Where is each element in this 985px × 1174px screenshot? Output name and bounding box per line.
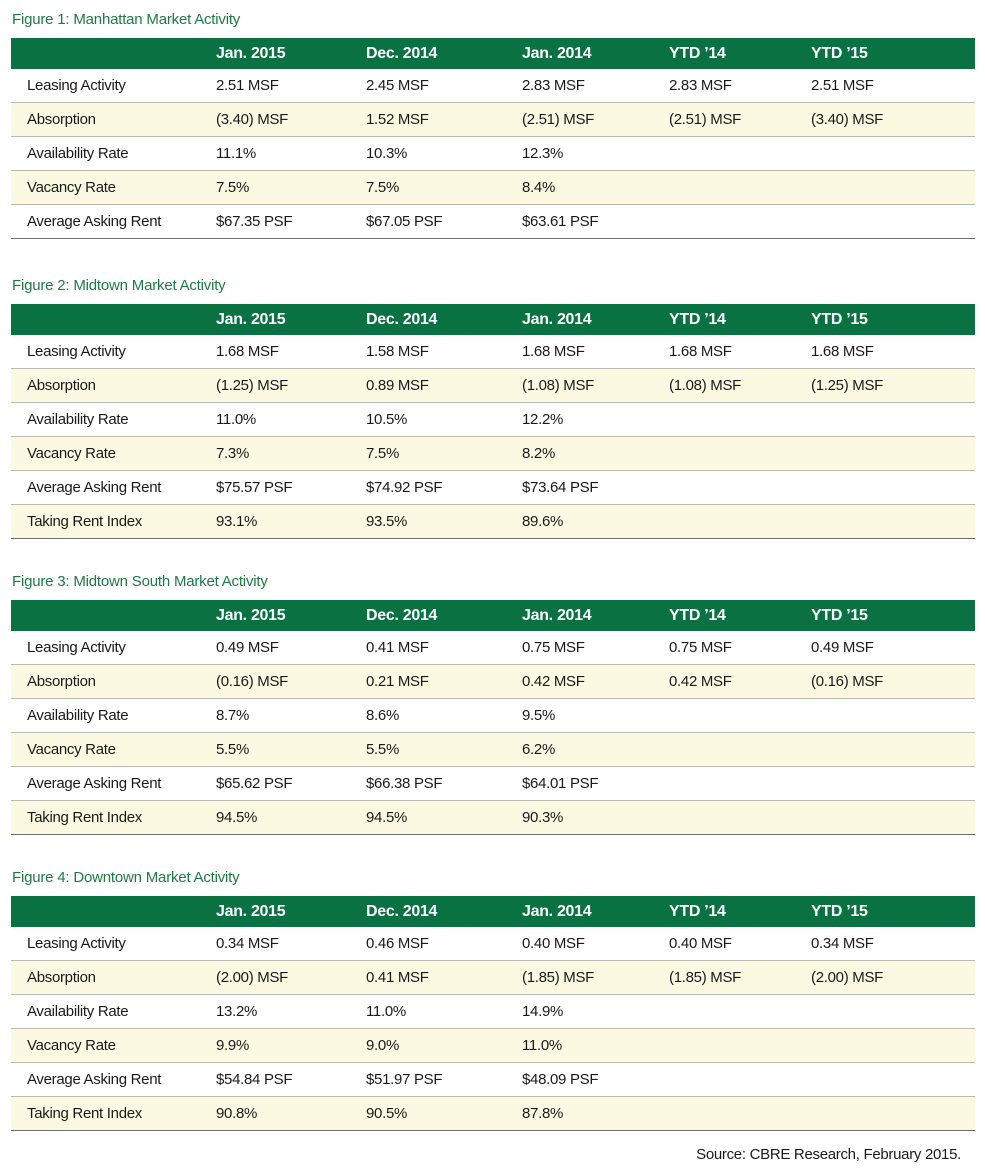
table-cell xyxy=(811,205,975,239)
table-cell: 13.2% xyxy=(216,995,366,1029)
table-row xyxy=(11,665,975,699)
row-label: Taking Rent Index xyxy=(11,801,216,835)
table-cell: 0.21 MSF xyxy=(366,665,522,699)
table-cell: 14.9% xyxy=(522,995,669,1029)
table-cell: (3.40) MSF xyxy=(811,103,975,137)
table-cell: $67.35 PSF xyxy=(216,205,366,239)
table-cell: 0.41 MSF xyxy=(366,631,522,665)
table-row xyxy=(11,171,975,205)
table-row xyxy=(11,767,975,801)
table-cell: 9.9% xyxy=(216,1029,366,1063)
table-cell xyxy=(669,767,811,801)
table-cell xyxy=(811,171,975,205)
column-header: Jan. 2015 xyxy=(216,896,366,927)
table-cell xyxy=(811,471,975,505)
column-header: Jan. 2014 xyxy=(522,304,669,335)
row-label: Average Asking Rent xyxy=(11,471,216,505)
table-cell: 5.5% xyxy=(366,733,522,767)
row-label: Average Asking Rent xyxy=(11,767,216,801)
table-cell: 2.83 MSF xyxy=(522,69,669,103)
table-cell: 12.2% xyxy=(522,403,669,437)
table-cell: 1.58 MSF xyxy=(366,335,522,369)
table-cell xyxy=(669,471,811,505)
column-header: YTD ’14 xyxy=(669,38,811,69)
table-cell: $54.84 PSF xyxy=(216,1063,366,1097)
column-header: YTD ’14 xyxy=(669,304,811,335)
table-cell xyxy=(811,733,975,767)
table-cell xyxy=(669,1097,811,1131)
table-row xyxy=(11,801,975,835)
table-cell: 8.7% xyxy=(216,699,366,733)
table-cell xyxy=(811,137,975,171)
table-cell: (3.40) MSF xyxy=(216,103,366,137)
table-row xyxy=(11,1029,975,1063)
table-cell: 1.68 MSF xyxy=(811,335,975,369)
column-header: Jan. 2015 xyxy=(216,304,366,335)
table-row xyxy=(11,995,975,1029)
table-row xyxy=(11,733,975,767)
row-label: Vacancy Rate xyxy=(11,171,216,205)
table-cell xyxy=(669,699,811,733)
table-row xyxy=(11,437,975,471)
table-cell: 7.3% xyxy=(216,437,366,471)
table-cell: 2.83 MSF xyxy=(669,69,811,103)
table-cell: (1.85) MSF xyxy=(669,961,811,995)
table-cell: 8.6% xyxy=(366,699,522,733)
table-cell xyxy=(811,403,975,437)
table-cell: 0.49 MSF xyxy=(811,631,975,665)
column-header: Jan. 2014 xyxy=(522,600,669,631)
column-header xyxy=(11,304,216,335)
table-cell: (2.51) MSF xyxy=(669,103,811,137)
table-cell: 8.4% xyxy=(522,171,669,205)
column-header: YTD ’15 xyxy=(811,896,975,927)
table-cell xyxy=(669,1029,811,1063)
table-row xyxy=(11,1097,975,1131)
figure-title: Figure 1: Manhattan Market Activity xyxy=(12,11,241,28)
table-cell xyxy=(811,437,975,471)
table-cell: (1.85) MSF xyxy=(522,961,669,995)
table-row xyxy=(11,471,975,505)
table-cell: 94.5% xyxy=(366,801,522,835)
table-cell: 89.6% xyxy=(522,505,669,539)
table-cell: 6.2% xyxy=(522,733,669,767)
table-cell: 90.5% xyxy=(366,1097,522,1131)
table-cell xyxy=(669,801,811,835)
row-label: Leasing Activity xyxy=(11,631,216,665)
table-row xyxy=(11,369,975,403)
row-label: Vacancy Rate xyxy=(11,733,216,767)
table-cell: 2.45 MSF xyxy=(366,69,522,103)
table-cell: 12.3% xyxy=(522,137,669,171)
table-cell: 11.0% xyxy=(522,1029,669,1063)
table-cell: 90.3% xyxy=(522,801,669,835)
table-row xyxy=(11,961,975,995)
table-cell: 1.68 MSF xyxy=(522,335,669,369)
figure-midtown-south xyxy=(11,572,975,835)
table-cell: 93.5% xyxy=(366,505,522,539)
table-row xyxy=(11,137,975,171)
table-row xyxy=(11,335,975,369)
figure-midtown xyxy=(11,276,975,539)
table-cell xyxy=(669,171,811,205)
column-header: YTD ’14 xyxy=(669,600,811,631)
table-cell: 10.3% xyxy=(366,137,522,171)
table-cell: 0.40 MSF xyxy=(522,927,669,961)
table-cell xyxy=(669,205,811,239)
table-cell: 0.34 MSF xyxy=(811,927,975,961)
table-cell: 0.75 MSF xyxy=(669,631,811,665)
table-cell: (1.25) MSF xyxy=(811,369,975,403)
row-label: Vacancy Rate xyxy=(11,437,216,471)
row-label: Leasing Activity xyxy=(11,335,216,369)
row-label: Taking Rent Index xyxy=(11,505,216,539)
table-cell: 1.52 MSF xyxy=(366,103,522,137)
figure-title: Figure 2: Midtown Market Activity xyxy=(12,277,226,294)
table-row xyxy=(11,699,975,733)
column-header: YTD ’15 xyxy=(811,600,975,631)
table-cell: 1.68 MSF xyxy=(216,335,366,369)
row-label: Availability Rate xyxy=(11,995,216,1029)
table-cell: 0.40 MSF xyxy=(669,927,811,961)
table-cell xyxy=(669,1063,811,1097)
table-cell: 0.42 MSF xyxy=(522,665,669,699)
table-row xyxy=(11,103,975,137)
table-cell: (1.25) MSF xyxy=(216,369,366,403)
table-cell: 94.5% xyxy=(216,801,366,835)
column-header: Jan. 2014 xyxy=(522,896,669,927)
table-cell: $63.61 PSF xyxy=(522,205,669,239)
table-cell: $67.05 PSF xyxy=(366,205,522,239)
table-cell: (1.08) MSF xyxy=(669,369,811,403)
table-row xyxy=(11,205,975,239)
table-header-row xyxy=(11,896,975,927)
table-cell xyxy=(811,801,975,835)
row-label: Taking Rent Index xyxy=(11,1097,216,1131)
table-row xyxy=(11,69,975,103)
table-cell xyxy=(811,767,975,801)
table-cell: 11.0% xyxy=(216,403,366,437)
table-cell: $74.92 PSF xyxy=(366,471,522,505)
table-cell xyxy=(669,403,811,437)
table-cell: 10.5% xyxy=(366,403,522,437)
source-note: Source: CBRE Research, February 2015. xyxy=(696,1146,961,1163)
table-cell: $65.62 PSF xyxy=(216,767,366,801)
market-activity-table xyxy=(11,600,975,835)
column-header: Jan. 2014 xyxy=(522,38,669,69)
table-cell: 0.41 MSF xyxy=(366,961,522,995)
column-header: Jan. 2015 xyxy=(216,38,366,69)
table-header-row xyxy=(11,38,975,69)
table-cell: 8.2% xyxy=(522,437,669,471)
table-cell: (2.00) MSF xyxy=(216,961,366,995)
table-cell xyxy=(669,437,811,471)
column-header: YTD ’14 xyxy=(669,896,811,927)
column-header xyxy=(11,600,216,631)
table-cell: 0.46 MSF xyxy=(366,927,522,961)
table-cell: 9.5% xyxy=(522,699,669,733)
column-header xyxy=(11,896,216,927)
row-label: Availability Rate xyxy=(11,403,216,437)
table-cell: (0.16) MSF xyxy=(216,665,366,699)
row-label: Absorption xyxy=(11,665,216,699)
market-activity-table xyxy=(11,896,975,1131)
table-cell: $75.57 PSF xyxy=(216,471,366,505)
row-label: Absorption xyxy=(11,961,216,995)
table-row xyxy=(11,505,975,539)
figure-downtown xyxy=(11,868,975,1131)
row-label: Average Asking Rent xyxy=(11,1063,216,1097)
table-cell: 5.5% xyxy=(216,733,366,767)
table-cell xyxy=(669,137,811,171)
table-cell: (2.51) MSF xyxy=(522,103,669,137)
row-label: Vacancy Rate xyxy=(11,1029,216,1063)
row-label: Availability Rate xyxy=(11,699,216,733)
row-label: Absorption xyxy=(11,103,216,137)
table-cell xyxy=(669,505,811,539)
table-cell xyxy=(811,1097,975,1131)
figure-manhattan xyxy=(11,10,975,239)
column-header: Dec. 2014 xyxy=(366,304,522,335)
table-cell: 87.8% xyxy=(522,1097,669,1131)
table-cell xyxy=(811,995,975,1029)
table-cell: 0.42 MSF xyxy=(669,665,811,699)
table-cell xyxy=(669,995,811,1029)
column-header: Dec. 2014 xyxy=(366,600,522,631)
table-cell: 0.34 MSF xyxy=(216,927,366,961)
column-header: YTD ’15 xyxy=(811,304,975,335)
table-cell: (2.00) MSF xyxy=(811,961,975,995)
row-label: Absorption xyxy=(11,369,216,403)
table-cell: 2.51 MSF xyxy=(216,69,366,103)
row-label: Availability Rate xyxy=(11,137,216,171)
table-row xyxy=(11,403,975,437)
table-cell: $51.97 PSF xyxy=(366,1063,522,1097)
table-cell: 7.5% xyxy=(216,171,366,205)
table-cell xyxy=(811,699,975,733)
table-cell: 0.89 MSF xyxy=(366,369,522,403)
column-header: YTD ’15 xyxy=(811,38,975,69)
table-header-row xyxy=(11,304,975,335)
table-cell: 11.0% xyxy=(366,995,522,1029)
table-cell: (1.08) MSF xyxy=(522,369,669,403)
table-cell: 2.51 MSF xyxy=(811,69,975,103)
column-header: Dec. 2014 xyxy=(366,896,522,927)
market-activity-table xyxy=(11,38,975,239)
row-label: Leasing Activity xyxy=(11,927,216,961)
table-cell: 0.75 MSF xyxy=(522,631,669,665)
table-cell: 7.5% xyxy=(366,437,522,471)
table-row xyxy=(11,631,975,665)
table-cell: (0.16) MSF xyxy=(811,665,975,699)
table-cell: 93.1% xyxy=(216,505,366,539)
row-label: Average Asking Rent xyxy=(11,205,216,239)
row-label: Leasing Activity xyxy=(11,69,216,103)
table-cell xyxy=(669,733,811,767)
table-cell: 7.5% xyxy=(366,171,522,205)
table-cell: 9.0% xyxy=(366,1029,522,1063)
table-cell: $66.38 PSF xyxy=(366,767,522,801)
column-header xyxy=(11,38,216,69)
table-cell: 11.1% xyxy=(216,137,366,171)
figure-title: Figure 4: Downtown Market Activity xyxy=(12,869,240,886)
table-row xyxy=(11,927,975,961)
market-activity-table xyxy=(11,304,975,539)
table-cell: 90.8% xyxy=(216,1097,366,1131)
table-cell: 0.49 MSF xyxy=(216,631,366,665)
column-header: Dec. 2014 xyxy=(366,38,522,69)
table-cell xyxy=(811,1029,975,1063)
table-cell: 1.68 MSF xyxy=(669,335,811,369)
table-cell: $73.64 PSF xyxy=(522,471,669,505)
table-cell xyxy=(811,505,975,539)
table-cell: $64.01 PSF xyxy=(522,767,669,801)
table-cell: $48.09 PSF xyxy=(522,1063,669,1097)
table-header-row xyxy=(11,600,975,631)
table-row xyxy=(11,1063,975,1097)
figure-title: Figure 3: Midtown South Market Activity xyxy=(12,573,268,590)
table-cell xyxy=(811,1063,975,1097)
column-header: Jan. 2015 xyxy=(216,600,366,631)
